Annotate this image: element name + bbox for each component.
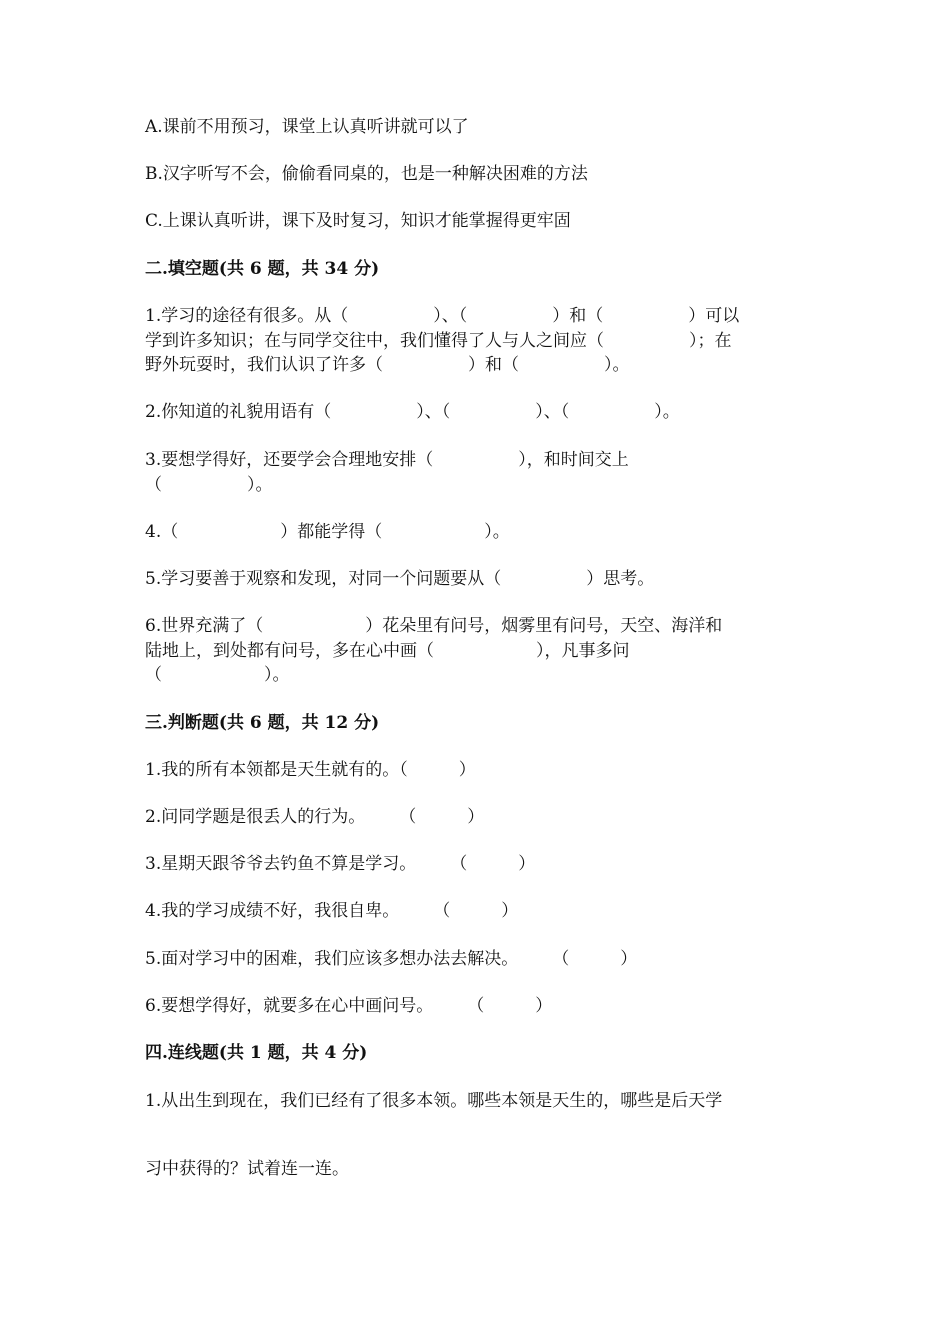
fill-q6-line2: 陆地上，到处都有问号，多在心中画（ ），凡事多问 <box>145 641 630 661</box>
fill-q4: 4.（ ）都能学得（ ）。 <box>145 522 510 542</box>
judge-q2: 2.问同学题是很丢人的行为。 （ ） <box>145 807 485 827</box>
fill-q1-line1: 1.学习的途径有很多。从（ ）、（ ）和（ ）可以 <box>145 306 740 326</box>
option-b: B.汉字听写不会，偷偷看同桌的，也是一种解决困难的方法 <box>145 164 588 184</box>
fill-q3-line2: （ ）。 <box>145 475 273 495</box>
judge-q6: 6.要想学得好，就要多在心中画问号。 （ ） <box>145 996 553 1016</box>
fill-q5: 5.学习要善于观察和发现，对同一个问题要从（ ）思考。 <box>145 569 655 589</box>
section2-title: 二.填空题(共 6 题，共 34 分) <box>145 259 380 279</box>
fill-q3-line1: 3.要想学得好，还要学会合理地安排（ ），和时间交上 <box>145 450 629 470</box>
judge-q3: 3.星期天跟爷爷去钓鱼不算是学习。 （ ） <box>145 854 536 874</box>
fill-q1-line2: 学到许多知识；在与同学交往中，我们懂得了人与人之间应（ ）；在 <box>145 331 732 351</box>
section3-title: 三.判断题(共 6 题，共 12 分) <box>145 713 380 733</box>
judge-q4: 4.我的学习成绩不好，我很自卑。 （ ） <box>145 901 519 921</box>
match-q1-line2: 习中获得的？试着连一连。 <box>145 1159 349 1179</box>
option-c: C.上课认真听讲，课下及时复习，知识才能掌握得更牢固 <box>145 211 571 231</box>
match-q1-line1: 1.从出生到现在，我们已经有了很多本领。哪些本领是天生的，哪些是后天学 <box>145 1091 723 1111</box>
fill-q1-line3: 野外玩耍时，我们认识了许多（ ）和（ ）。 <box>145 355 630 375</box>
option-a: A.课前不用预习，课堂上认真听讲就可以了 <box>145 117 469 137</box>
fill-q6-line3: （ ）。 <box>145 665 290 685</box>
judge-q5: 5.面对学习中的困难，我们应该多想办法去解决。 （ ） <box>145 949 638 969</box>
fill-q2: 2.你知道的礼貌用语有（ ）、（ ）、（ ）。 <box>145 402 680 422</box>
fill-q6-line1: 6.世界充满了（ ）花朵里有问号，烟雾里有问号，天空、海洋和 <box>145 616 723 636</box>
section4-title: 四.连线题(共 1 题，共 4 分) <box>145 1043 368 1063</box>
judge-q1: 1.我的所有本领都是天生就有的。（ ） <box>145 760 476 780</box>
